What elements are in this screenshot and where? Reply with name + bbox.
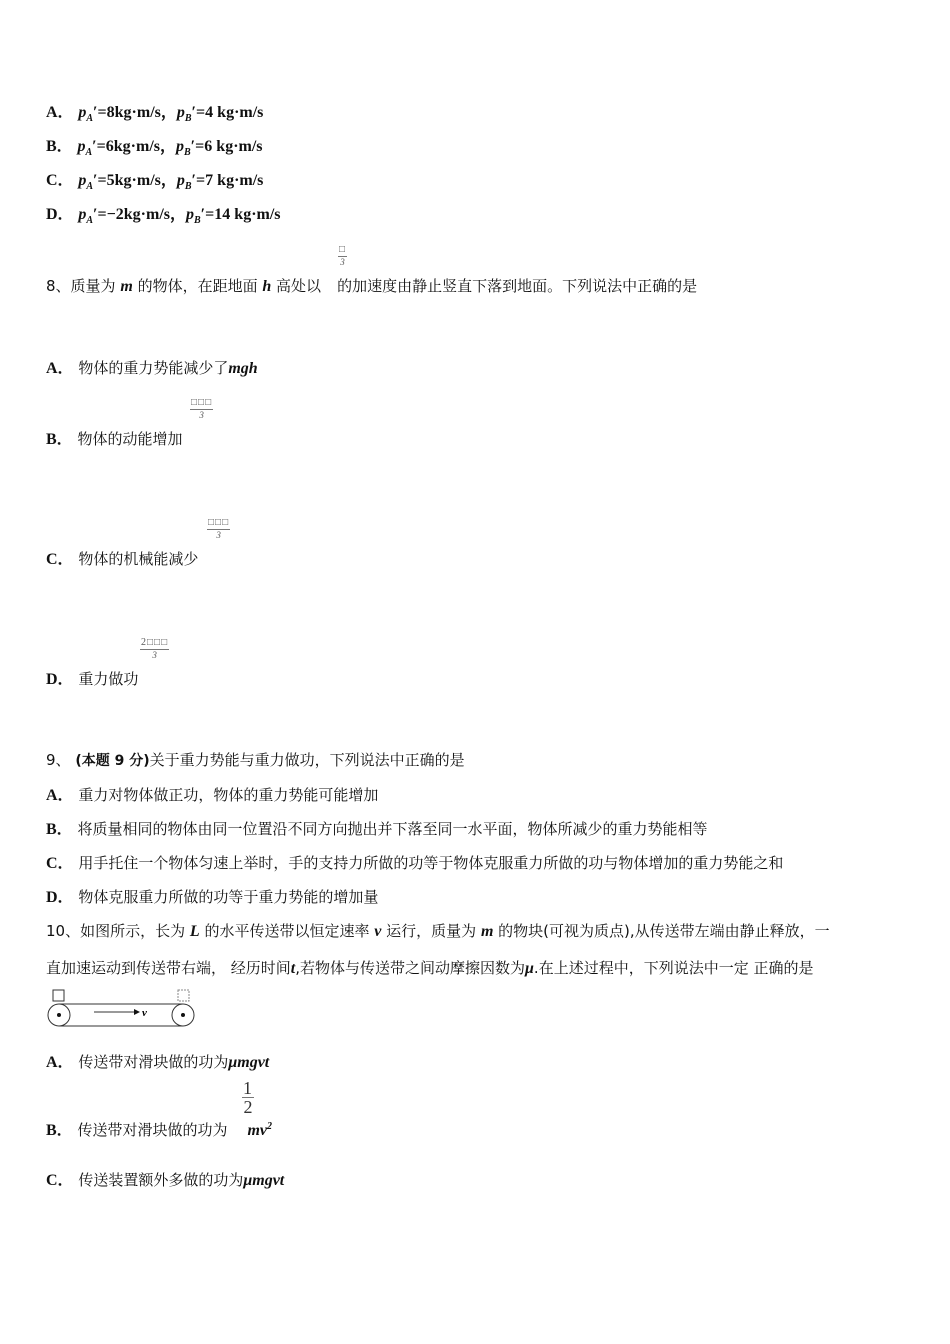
text: 重力对物体做正功，物体的重力势能可能增加 (78, 786, 379, 804)
option-label: C． (46, 172, 74, 189)
text: 物体的重力势能减少了 (78, 359, 229, 377)
text: 质量为 (70, 277, 116, 295)
var: μmgvt (243, 1172, 285, 1189)
var: t (290, 960, 296, 977)
sub: B (194, 215, 201, 226)
q8-option-d (46, 669, 138, 690)
denominator: 3 (199, 410, 204, 420)
text: 的物体，在距地面 (132, 277, 258, 295)
sub: B (184, 113, 192, 124)
q10-option-b (46, 1120, 272, 1141)
q9-option-d (46, 887, 378, 908)
option-label: B． (46, 431, 73, 448)
block-start (53, 990, 64, 1001)
value: =−2kg·m/s， (97, 206, 186, 223)
prime: ′ (93, 206, 98, 223)
sub: A (86, 113, 94, 124)
text: 运行，质量为 (386, 922, 477, 940)
text: 关于重力势能与重力做功，下列说法中正确的是 (149, 751, 465, 769)
q8-option-b (46, 429, 182, 450)
var: p (176, 172, 185, 189)
numerator: □ (339, 244, 347, 255)
var: μmgvt (228, 1054, 270, 1071)
var: p (78, 104, 87, 121)
denominator: 2 (243, 1097, 253, 1117)
q9-option-a (46, 785, 378, 806)
value: =14 kg·m/s (205, 206, 281, 223)
option-label: A． (46, 1054, 74, 1071)
value: =6 kg·m/s (195, 138, 263, 155)
fraction (207, 517, 230, 541)
var: p (78, 172, 87, 189)
text: 物体的动能增加 (77, 430, 183, 448)
option-label: D． (46, 671, 74, 688)
option-label: A． (46, 104, 74, 121)
var: p (186, 206, 194, 223)
var: L (189, 923, 200, 940)
exponent: 2 (267, 1121, 273, 1132)
text: 高处以 (276, 277, 322, 295)
conveyor-belt-diagram (44, 988, 200, 1032)
fraction-g-over-3 (338, 244, 347, 268)
q9-option-c (46, 853, 783, 874)
var: p (77, 138, 86, 155)
q9-option-b (46, 819, 707, 840)
prime: ′ (190, 138, 196, 155)
numerator: 1 (243, 1078, 253, 1098)
score-tag: (本题 9 分) (75, 753, 150, 769)
prime: ′ (191, 104, 197, 121)
q7-option-a (46, 102, 263, 123)
denominator: 3 (152, 650, 157, 660)
value: =8kg·m/s， (97, 104, 177, 121)
sub: A (86, 215, 94, 226)
fraction (140, 637, 169, 661)
question-number: 10、 (46, 922, 81, 940)
text: 将质量相同的物体由同一位置沿不同方向抛出并下落至同一水平面，物体所减少的重力势能相等 (77, 820, 708, 838)
text: 的水平传送带以恒定速率 (204, 922, 370, 940)
var: p (78, 206, 87, 223)
sub: A (85, 147, 93, 158)
q10-stem-line1 (46, 921, 830, 942)
var: p (176, 104, 185, 121)
q8-option-a (46, 358, 258, 379)
var: h (262, 278, 272, 295)
option-label: C． (46, 1172, 74, 1189)
option-label: B． (46, 1122, 73, 1139)
option-label: D． (46, 889, 74, 906)
value: =6kg·m/s， (96, 138, 176, 155)
var: mgh (228, 360, 258, 377)
question-number: 8、 (46, 277, 71, 295)
value: =5kg·m/s， (97, 172, 177, 189)
sub: B (184, 181, 192, 192)
denominator: 3 (340, 257, 345, 267)
q9-stem (46, 750, 465, 771)
value: =4 kg·m/s (196, 104, 264, 121)
text: 重力做功 (78, 670, 139, 688)
q7-option-d (46, 204, 281, 225)
fraction (190, 397, 213, 421)
var: mv (247, 1122, 268, 1139)
var: m (120, 278, 133, 295)
block-end (178, 990, 189, 1001)
denominator: 3 (216, 530, 221, 540)
text: 的加速度由静止竖直下落到地面。下列说法中正确的是 (337, 277, 698, 295)
option-label: C． (46, 855, 74, 872)
sub: B (184, 147, 191, 158)
text: .在上述过程中，下列说法中一定 正确的是 (533, 959, 814, 977)
text: 用手托住一个物体匀速上举时，手的支持力所做的功等于物体克服重力所做的功与物体增加的重力势能之和 (78, 854, 784, 872)
prime: ′ (200, 206, 206, 223)
option-label: A． (46, 787, 74, 804)
text: 的物块(可视为质点),从传送带左端由静止释放，一 (498, 922, 830, 940)
numerator: 2□□□ (141, 637, 169, 648)
option-label: C． (46, 551, 74, 568)
sub: A (86, 181, 94, 192)
prime: ′ (92, 138, 97, 155)
q7-option-b (46, 136, 263, 157)
prime: ′ (93, 104, 98, 121)
option-label: B． (46, 821, 73, 838)
option-label: A． (46, 360, 74, 377)
text: 传送带对滑块做的功为 (77, 1121, 228, 1139)
option-label: B． (46, 138, 73, 155)
text: 传送装置额外多做的功为 (78, 1171, 244, 1189)
var: μ (525, 960, 534, 977)
text: 直加速运动到传送带右端， 经历时间 (46, 959, 291, 977)
option-label: D． (46, 206, 74, 223)
text: 如图所示，长为 (80, 922, 186, 940)
numerator: □□□ (191, 397, 213, 408)
prime: ′ (93, 172, 98, 189)
velocity-label: v (142, 1007, 147, 1019)
numerator: □□□ (208, 517, 230, 528)
var: p (176, 138, 184, 155)
q8-option-c (46, 549, 198, 570)
var: v (374, 923, 382, 940)
question-number: 9、 (46, 751, 71, 769)
text: 物体的机械能减少 (78, 550, 199, 568)
q7-option-c (46, 170, 263, 191)
q10-option-c (46, 1170, 284, 1191)
value: =7 kg·m/s (196, 172, 264, 189)
fraction-one-half (242, 1079, 254, 1116)
text: 物体克服重力所做的功等于重力势能的增加量 (78, 888, 379, 906)
q10-option-a (46, 1052, 269, 1073)
var: m (480, 923, 494, 940)
q8-stem (46, 276, 697, 297)
text: ,若物体与传送带之间动摩擦因数为 (295, 959, 526, 977)
prime: ′ (191, 172, 197, 189)
q10-stem-line2 (46, 958, 813, 979)
text: 传送带对滑块做的功为 (78, 1053, 229, 1071)
